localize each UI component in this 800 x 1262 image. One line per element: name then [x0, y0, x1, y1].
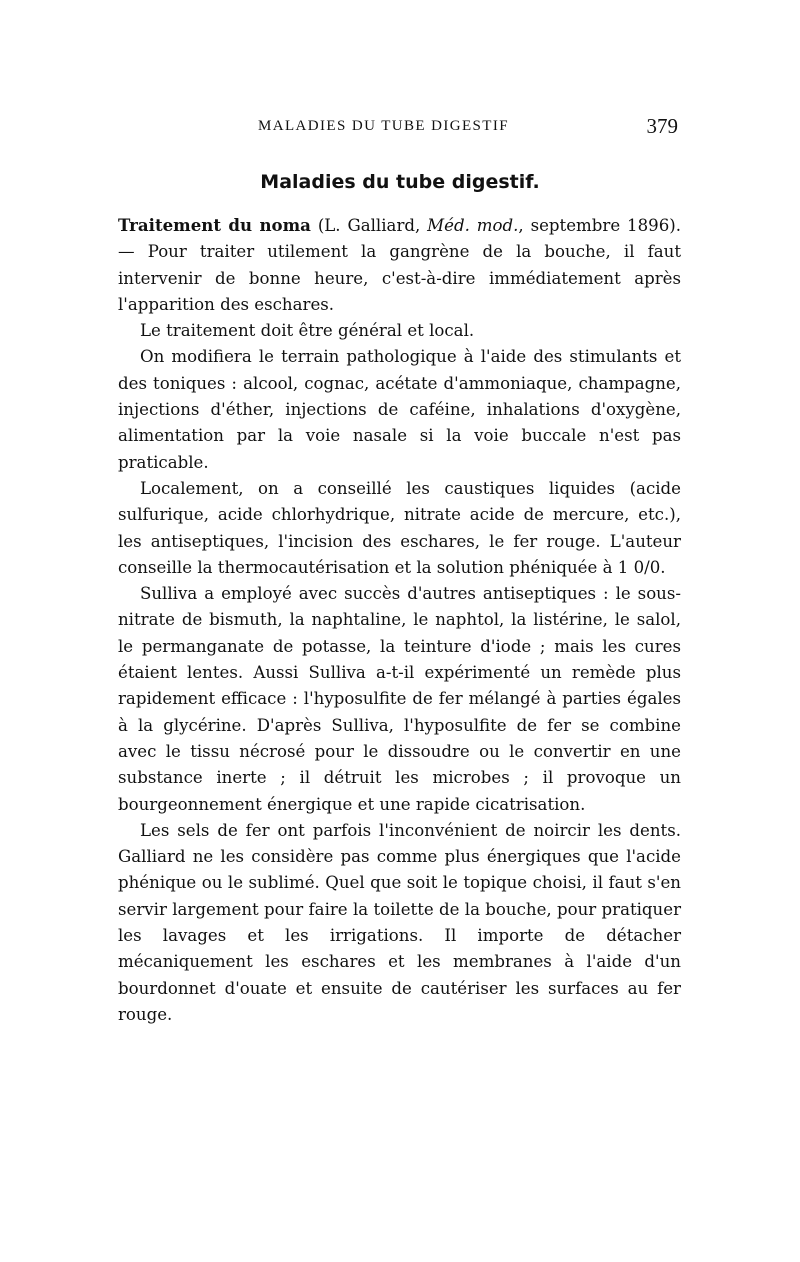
- page-number: 379: [646, 114, 678, 138]
- paragraph-stimulants: On modifiera le terrain pathologique à l'aide des stimulants et des toniques : alcool, cognac, acétate d'ammoniaque, champagne, injections d'éther, injections de caféine, inhalations d'oxygène, alimentation par la voie nasale si la voie buccale n'est pas praticable.: [118, 347, 681, 472]
- running-header: [118, 114, 678, 144]
- article-title: Traitement du noma: [118, 215, 311, 235]
- paragraph-local-treatment: Localement, on a conseillé les caustiques liquides (acide sulfurique, acide chlorhydrique, nitrate acide de mercure, etc.), les antiseptiques, l'incision des eschares, le fer rouge. L'auteur conseille la thermocautérisation et la solution phéniquée à 1 0/0.: [118, 478, 681, 577]
- article-body: [118, 212, 681, 1028]
- paragraph-iron-salts: Les sels de fer ont parfois l'inconvénient de noircir les dents. Galliard ne les considère pas comme plus énergiques que l'acide phénique ou le sublimé. Quel que soit le topique choisi, il faut s'en servir largement pour faire la toilette de la bouche, pour pratiquer les lavages et les irrigations. Il importe de détacher mécaniquement les eschares et les membranes à l'aide d'un bourdonnet d'ouate et ensuite de cautériser les surfaces au fer rouge.: [118, 820, 681, 1024]
- opening-paragraph: [118, 212, 681, 318]
- journal-name: Méd. mod.: [427, 216, 519, 235]
- paragraph-general-local: Le traitement doit être général et local.: [140, 321, 475, 341]
- citation-close: , septembre 1896). — Pour traiter utilement la gangrène de la bouche, il faut intervenir de bonne heure, c'est-à-dire immédiatement après l'apparition des eschares.: [118, 216, 682, 314]
- paragraph-sulliva: Sulliva a employé avec succès d'autres antiseptiques : le sous-nitrate de bismuth, la naphtaline, le naphtol, la listérine, le salol, le permanganate de potasse, la teinture d'iode ; mais les cures étaient lentes. Aussi Sulliva a-t-il expérimenté un remède plus rapidement efficace : l'hyposulfite de fer mélangé à parties égales à la glycérine. D'après Sulliva, l'hyposulfite de fer se combine avec le tissu nécrosé pour le dissoudre ou le convertir en une substance inerte ; il détruit les microbes ; il provoque un bourgeonnement énergique et une rapide cicatrisation.: [118, 584, 681, 814]
- running-title: MALADIES DU TUBE DIGESTIF: [258, 118, 509, 134]
- section-heading: Maladies du tube digestif.: [260, 171, 540, 193]
- citation-open: (L. Galliard,: [310, 216, 428, 235]
